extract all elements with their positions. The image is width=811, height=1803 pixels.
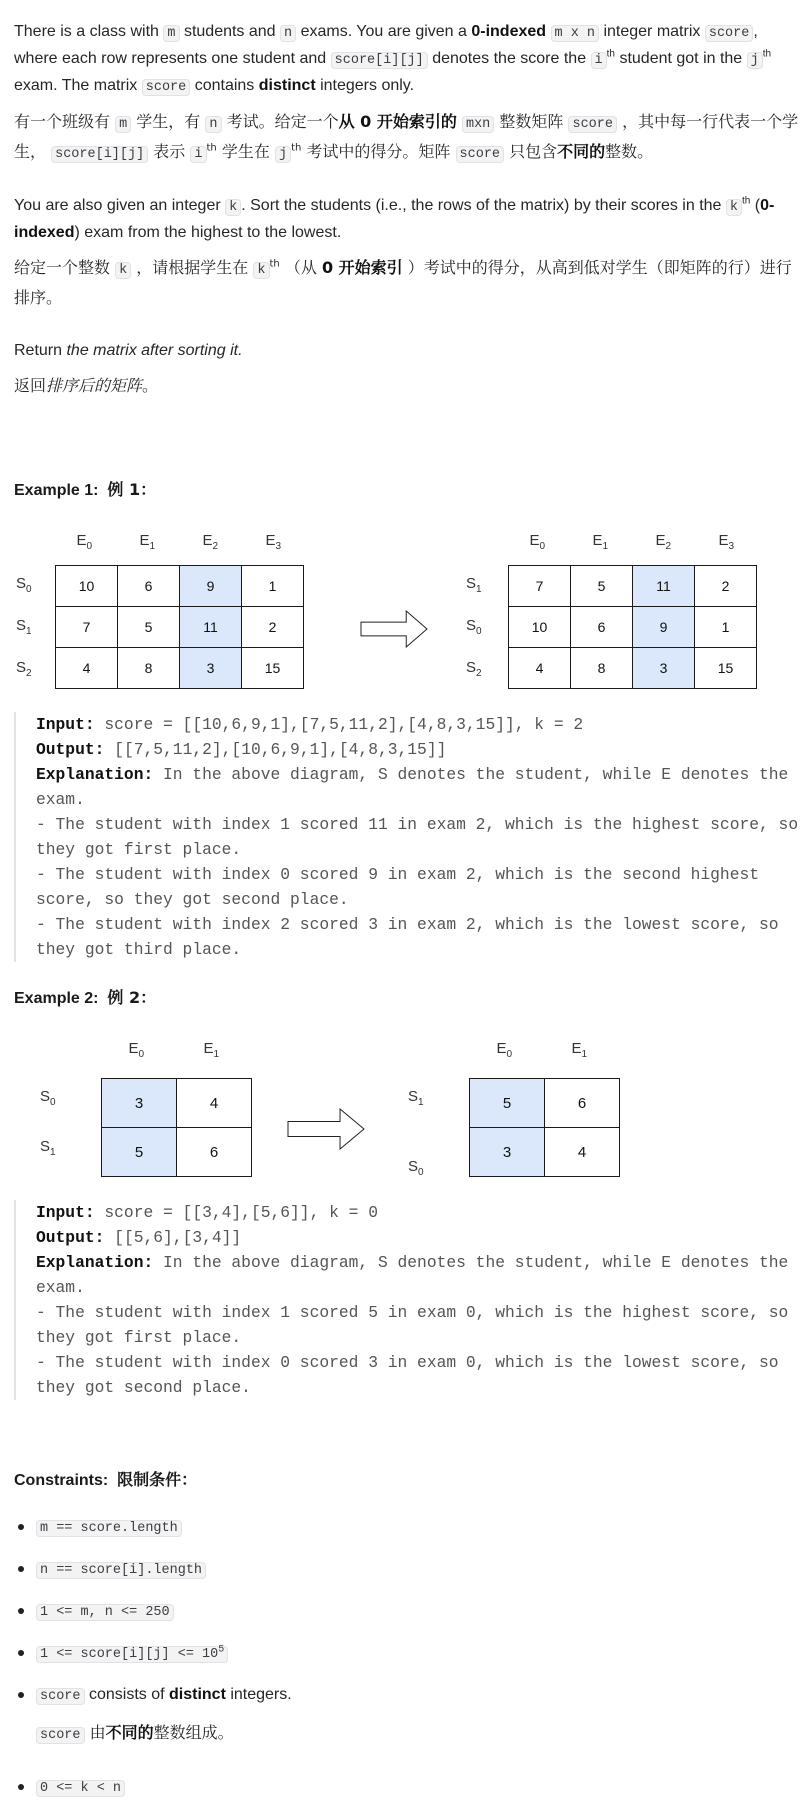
code-score-ij: score[i][j] [331,52,428,69]
right-arrow-icon [360,610,428,648]
exam-label: $E_2$ [202,532,219,552]
exam-label: $E_1$ [571,1040,588,1060]
matrix-cell: 15 [695,648,757,689]
matrix-row [102,1079,252,1128]
student-label: $S_2$ [16,659,32,679]
exam-label: $E_1$ [592,532,609,552]
matrix-cell: 11 [633,566,695,607]
matrix-row [56,566,304,607]
exam-label: $E_0$ [128,1040,145,1060]
code-m: m [163,25,179,42]
input-score-matrix [55,565,304,689]
constraint-item: n == score[i].length [14,1556,794,1583]
intro-paragraph-zh: 有一个班级有 m 学生，有 n 考试。给定一个从 0 开始索引的 mxn 整数矩阵 score ，其中每一行代表一个学生， score[i][j] 表示 i $^{th}$ 学生在 j $^{th}$ 考试中的得分。矩阵 score 只包含不同的整数。 [14,112,799,162]
exam-label: $E_2$ [655,532,672,552]
matrix-cell: 3 [470,1128,545,1177]
sort-paragraph: You are also given an integer k . Sort the students (i.e., the rows of the matrix) by their scores in the k $^{th}$ (0-indexed) exam from the highest to the lowest. [14,195,775,241]
matrix-cell: 11 [180,607,242,648]
matrix-cell: 2 [695,566,757,607]
matrix-cell: 10 [509,607,571,648]
return-paragraph: Return the matrix after sorting it. [14,342,243,359]
matrix-row [509,648,757,689]
return-paragraph-zh: 返回排序后的矩阵。 [14,376,159,395]
code-n: n [280,25,296,42]
matrix-cell: 10 [56,566,118,607]
matrix-cell: 2 [242,607,304,648]
constraint-item: 1 <= m, n <= 250 [14,1598,794,1625]
matrix-cell: 3 [633,648,695,689]
exam-label: $E_0$ [529,532,546,552]
constraint-item: 0 <= k < n [14,1774,794,1801]
constraint-item: 1 <= score[i][j] <= $10^5$ [14,1640,794,1667]
matrix-cell: 9 [180,566,242,607]
exam-label: $E_3$ [265,532,282,552]
constraint-item: m == score.length [14,1514,794,1541]
student-label: $S_1$ [16,617,32,637]
matrix-cell: 7 [56,607,118,648]
matrix-cell: 8 [571,648,633,689]
input-score-matrix [101,1078,252,1177]
student-label: $S_2$ [466,659,482,679]
matrix-row [509,607,757,648]
matrix-cell: 5 [470,1079,545,1128]
matrix-cell: 5 [118,607,180,648]
matrix-cell: 5 [102,1128,177,1177]
student-label: $S_1$ [40,1138,56,1158]
matrix-cell: 9 [633,607,695,648]
matrix-cell: 4 [177,1079,252,1128]
matrix-row [102,1128,252,1177]
matrix-cell: 15 [242,648,304,689]
matrix-cell: 1 [695,607,757,648]
output-score-matrix [469,1078,620,1177]
student-label: $S_0$ [408,1158,424,1178]
sort-paragraph-zh: 给定一个整数 k ，请根据学生在 k $^{th}$ （从 0 开始索引 ）考试中的得分，从高到低对学生（即矩阵的行）进行排序。 [14,258,792,307]
output-score-matrix [508,565,757,689]
student-label: $S_0$ [16,575,32,595]
matrix-cell: 4 [56,648,118,689]
exam-label: $E_3$ [718,532,735,552]
matrix-cell: 8 [118,648,180,689]
exam-label: $E_1$ [139,532,156,552]
matrix-cell: 3 [102,1079,177,1128]
matrix-cell: 4 [509,648,571,689]
intro-paragraph: There is a class with m students and n exams. You are given a 0-indexed m x n integer matrix score , where each row represents one student and score[i][j] denotes the score the i $^{th}$ student got in the j $^{th}$ exam. The matrix score contains distinct integers only. [14,23,772,95]
student-label: $S_1$ [408,1088,424,1108]
student-label: $S_1$ [466,575,482,595]
right-arrow-icon [287,1108,365,1150]
constraints-list [14,1514,794,1801]
example-1-heading: Example 1: 例 1： [14,480,157,499]
matrix-cell: 5 [571,566,633,607]
matrix-row [509,566,757,607]
exam-label: $E_1$ [203,1040,220,1060]
example-2-heading: Example 2: 例 2： [14,988,157,1007]
constraint-item: score consists of distinct integers. score 由不同的整数组成。 [14,1682,794,1748]
student-label: $S_0$ [40,1088,56,1108]
example-2-block: Input: score = [[3,4],[5,6]], k = 0 Output: [[5,6],[3,4]] Explanation: In the above diagram, S denotes the student, while E denotes the exam. - The student with index 1 scored 5 in exam 0, which is the highest score, so they got first place. - The student with index 0 scored 3 in exam 0, which is the lowest score, so they got second place. [14,1200,811,1400]
matrix-row [470,1128,620,1177]
code-score: score [705,25,754,42]
example-1-diagram [0,520,811,700]
matrix-row [56,648,304,689]
matrix-cell: 6 [118,566,180,607]
exam-label: $E_0$ [76,532,93,552]
constraints-heading: Constraints: 限制条件： [14,1470,198,1489]
example-2-diagram [0,1030,811,1190]
matrix-cell: 6 [545,1079,620,1128]
matrix-cell: 4 [545,1128,620,1177]
example-1-block: Input: score = [[10,6,9,1],[7,5,11,2],[4,8,3,15]], k = 2 Output: [[7,5,11,2],[10,6,9,1],[4,8,3,15]] Explanation: In the above diagram, S denotes the student, while E denotes the exam. - The student with index 1 scored 11 in exam 2, which is the highest score, so they got first place. - The student with index 0 scored 9 in exam 2, which is the second highest score, so they got second place. - The student with index 2 scored 3 in exam 2, which is the lowest score, so they got third place. [14,712,811,962]
matrix-cell: 1 [242,566,304,607]
matrix-row [470,1079,620,1128]
student-label: $S_0$ [466,617,482,637]
matrix-cell: 6 [177,1128,252,1177]
matrix-cell: 6 [571,607,633,648]
exam-label: $E_0$ [496,1040,513,1060]
matrix-cell: 7 [509,566,571,607]
matrix-cell: 3 [180,648,242,689]
code-mxn: m x n [551,25,600,42]
matrix-row [56,607,304,648]
